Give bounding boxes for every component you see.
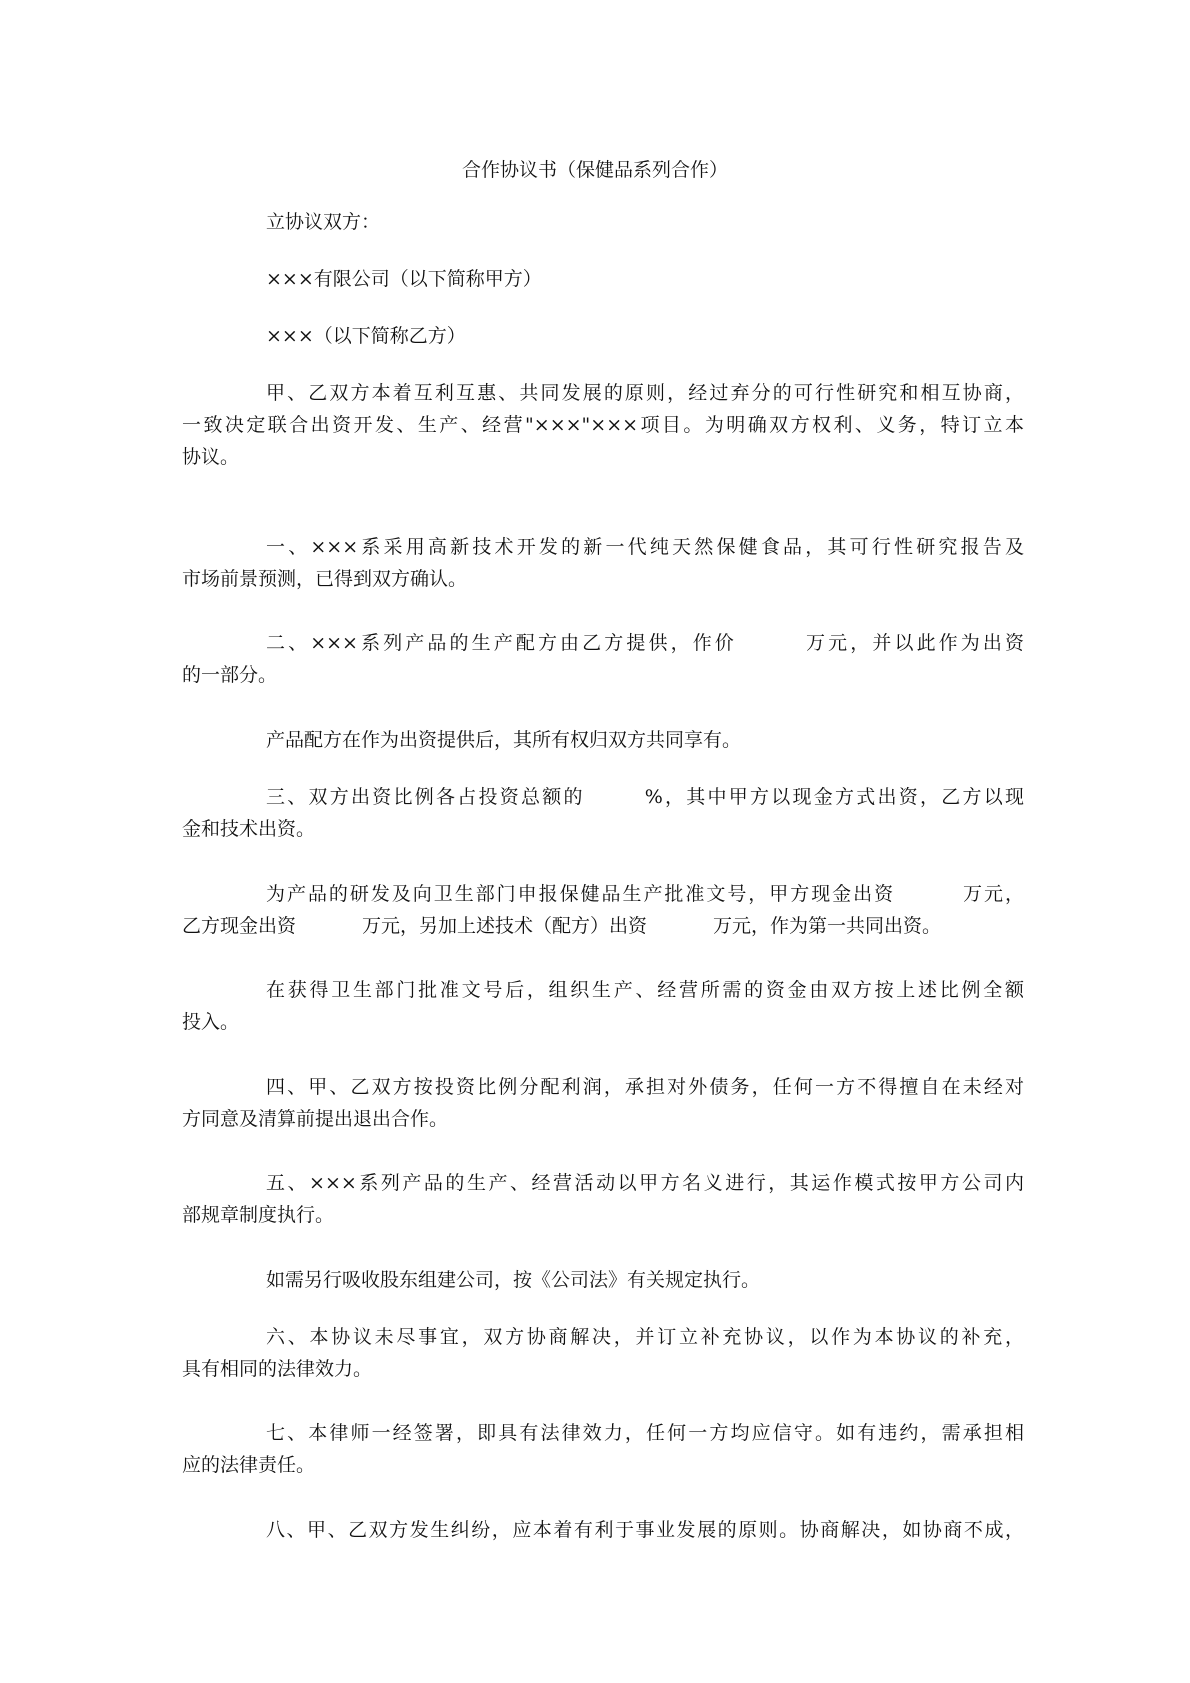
text-line: 产品配方在作为出资提供后，其所有权归双方共同享有。 bbox=[266, 729, 742, 751]
text-segment: 万元， bbox=[961, 883, 1024, 905]
text-segment: %，其中甲方以现金方式出资，乙方以现 bbox=[644, 786, 1024, 808]
text-line: 方同意及清算前提出退出合作。 bbox=[182, 1108, 449, 1130]
text-segment: 万元，作为第一共同出资。 bbox=[713, 915, 942, 937]
text-line bbox=[182, 878, 1024, 910]
paragraph-company-law bbox=[182, 1264, 1024, 1296]
paragraph-clause-6 bbox=[182, 1321, 1024, 1385]
text-line: 如需另行吸收股东组建公司，按《公司法》有关规定执行。 bbox=[266, 1269, 761, 1291]
paragraph-party-a bbox=[182, 263, 1024, 295]
text-line: 市场前景预测，已得到双方确认。 bbox=[182, 568, 468, 590]
text-line bbox=[182, 910, 1024, 942]
text-line: 部规章制度执行。 bbox=[182, 1204, 335, 1226]
text-line: 在获得卫生部门批准文号后，组织生产、经营所需的资金由双方按上述比例全额 bbox=[266, 979, 1024, 1001]
paragraph-clause-5 bbox=[182, 1167, 1024, 1231]
text-line: 立协议双方： bbox=[266, 211, 381, 233]
text-segment: 乙方现金出资 bbox=[182, 915, 297, 937]
text-line bbox=[182, 781, 1024, 813]
paragraph-formula-ownership bbox=[182, 724, 1024, 756]
paragraph-clause-1 bbox=[182, 531, 1024, 595]
text-segment: 为产品的研发及向卫生部门申报保健品生产批准文号，甲方现金出资 bbox=[266, 883, 896, 905]
paragraph-clause-8 bbox=[182, 1514, 1024, 1546]
text-line: 应的法律责任。 bbox=[182, 1454, 316, 1476]
paragraph-capital-contribution bbox=[182, 878, 1024, 942]
text-line: 四、甲、乙双方按投资比例分配利润，承担对外债务，任何一方不得擅自在未经对 bbox=[266, 1076, 1024, 1098]
text-line: 甲、乙双方本着互利互惠、共同发展的原则，经过弃分的可行性研究和相互协商， bbox=[266, 382, 1024, 404]
text-line: 一致决定联合出资开发、生产、经营"×××"×××项目。为明确双方权利、义务，特订立本 bbox=[182, 414, 1024, 436]
text-segment: 二、×××系列产品的生产配方由乙方提供，作价 bbox=[266, 632, 737, 654]
text-line: 一、×××系采用高新技术开发的新一代纯天然保健食品，其可行性研究报告及 bbox=[266, 536, 1024, 558]
text-line: ×××有限公司（以下简称甲方） bbox=[266, 268, 542, 290]
paragraph-clause-4 bbox=[182, 1071, 1024, 1135]
text-line: 协议。 bbox=[182, 446, 240, 468]
text-line: 五、×××系列产品的生产、经营活动以甲方名义进行，其运作模式按甲方公司内 bbox=[266, 1172, 1024, 1194]
text-line: 投入。 bbox=[182, 1011, 240, 1033]
text-segment: 三、双方出资比例各占投资总额的 bbox=[266, 786, 585, 808]
paragraph-clause-3 bbox=[182, 781, 1024, 845]
paragraph-preamble bbox=[182, 377, 1024, 473]
text-line: ×××（以下简称乙方） bbox=[266, 325, 466, 347]
paragraph-clause-7 bbox=[182, 1417, 1024, 1481]
document-title: 合作协议书（保健品系列合作） bbox=[461, 159, 728, 181]
paragraph-parties-heading bbox=[182, 206, 1024, 238]
text-line: 金和技术出资。 bbox=[182, 818, 316, 840]
text-line: 的一部分。 bbox=[182, 664, 278, 686]
text-segment: 万元，并以此作为出资 bbox=[802, 632, 1024, 654]
paragraph-funding bbox=[182, 974, 1024, 1038]
text-line: 具有相同的法律效力。 bbox=[182, 1358, 373, 1380]
text-segment: 万元，另加上述技术（配方）出资 bbox=[362, 915, 648, 937]
paragraph-party-b bbox=[182, 320, 1024, 352]
text-line: 六、本协议未尽事宜，双方协商解决，并订立补充协议，以作为本协议的补充， bbox=[266, 1326, 1024, 1348]
paragraph-clause-2 bbox=[182, 627, 1024, 691]
text-line: 八、甲、乙双方发生纠纷，应本着有利于事业发展的原则。协商解决，如协商不成， bbox=[266, 1519, 1024, 1541]
text-line bbox=[182, 627, 1024, 659]
text-line: 七、本律师一经签署，即具有法律效力，任何一方均应信守。如有违约，需承担相 bbox=[266, 1422, 1024, 1444]
